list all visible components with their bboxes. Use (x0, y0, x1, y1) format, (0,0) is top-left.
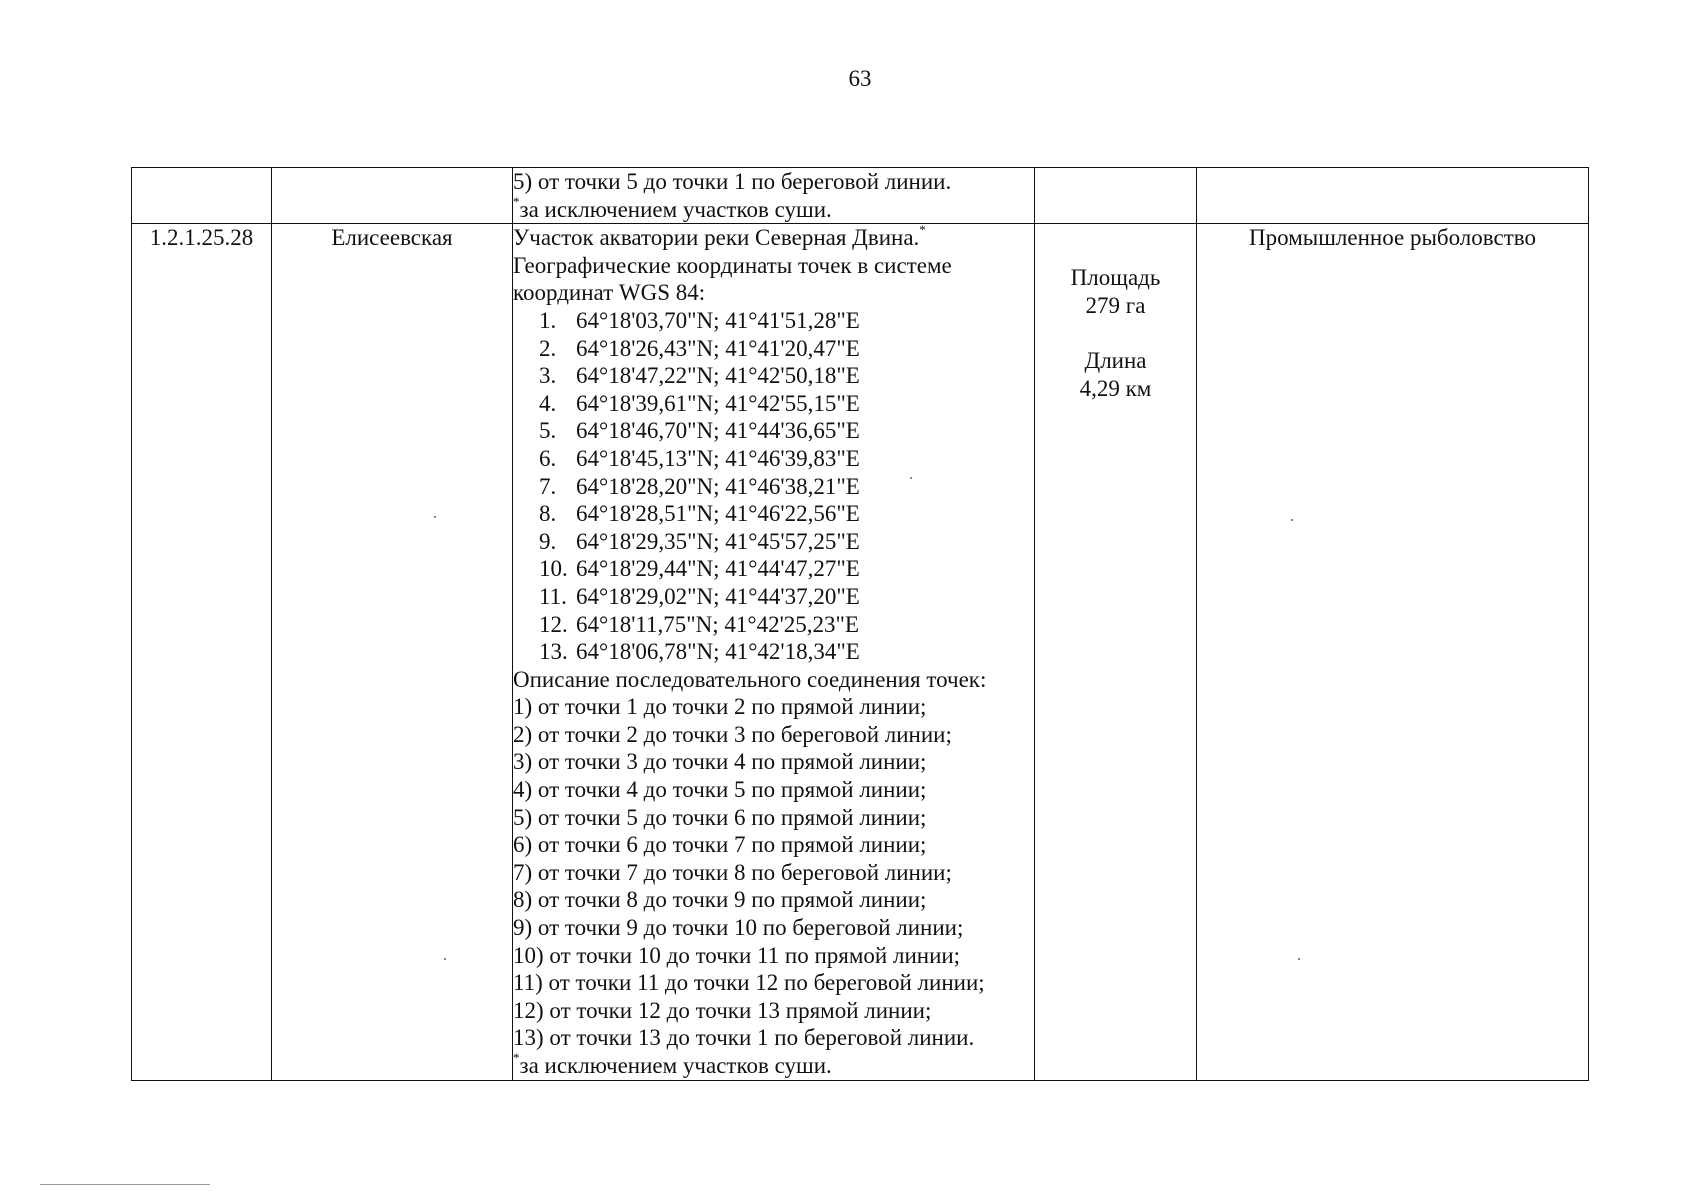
continuation-line: 5) от точки 5 до точки 1 по береговой линии. (513, 169, 952, 194)
connection-item: 1) от точки 1 до точки 2 по прямой линии; (513, 694, 927, 720)
coordinate-value: 64°18'29,35"N; 41°45'57,25"E (576, 528, 860, 554)
connection-item: 8) от точки 8 до точки 9 по прямой линии; (513, 887, 927, 913)
area-name: Елисеевская (272, 224, 513, 1080)
coordinate-list (513, 307, 1034, 666)
coordinates-intro: Географические координаты точек в системе (513, 252, 952, 278)
footnote-marker: * (513, 1050, 520, 1065)
area-footnote (513, 1052, 1034, 1080)
coordinate-item (513, 555, 1034, 583)
coordinate-item (513, 307, 1034, 335)
coordinate-index: 6. (539, 445, 557, 471)
area-row (132, 224, 1589, 1080)
area-size-cell (1035, 224, 1197, 1080)
connection-item: 4) от точки 4 до точки 5 по прямой линии; (513, 777, 927, 803)
coordinate-index: 1. (539, 307, 557, 333)
usage-cell (1197, 224, 1589, 1080)
coordinate-value: 64°18'29,02"N; 41°44'37,20"E (576, 583, 860, 609)
coordinate-item (513, 528, 1034, 556)
coordinate-index: 3. (539, 363, 557, 389)
coordinate-value: 64°18'11,75"N; 41°42'25,23"E (576, 611, 859, 637)
coordinate-value: 64°18'47,22"N; 41°42'50,18"E (576, 363, 860, 389)
connection-item: 13) от точки 13 до точки 1 по береговой линии. (513, 1025, 975, 1051)
usage-type: Промышленное рыболовство (1249, 225, 1536, 251)
coordinate-index: 7. (539, 473, 557, 499)
coordinate-item (513, 473, 1034, 501)
length-value: 4,29 км (1079, 375, 1152, 401)
coordinate-index: 8. (539, 501, 557, 527)
footnote-text: за исключением участков суши. (519, 1053, 832, 1078)
coordinate-value: 64°18'46,70"N; 41°44'36,65"E (576, 418, 860, 444)
coordinate-item (513, 445, 1034, 473)
coordinate-item (513, 583, 1034, 611)
continuation-footnote (513, 193, 1034, 224)
coordinate-value: 64°18'06,78"N; 41°42'18,34"E (576, 639, 860, 665)
continuation-usage-cell (1197, 168, 1589, 224)
coordinate-index: 4. (539, 390, 557, 416)
coordinate-item (513, 611, 1034, 639)
area-title-text: Участок акватории реки Северная Двина. (513, 225, 920, 251)
connection-item: 10) от точки 10 до точки 11 по прямой линии; (513, 942, 961, 968)
scan-speck (434, 516, 436, 518)
coordinate-index: 9. (539, 528, 557, 554)
coordinate-item (513, 500, 1034, 528)
coordinate-item (513, 417, 1034, 445)
connection-item: 12) от точки 12 до точки 13 прямой линии; (513, 997, 932, 1023)
connection-item: 5) от точки 5 до точки 6 по прямой линии; (513, 804, 927, 830)
coordinate-item (513, 638, 1034, 666)
scan-edge-line (40, 1184, 210, 1185)
connection-list (513, 693, 1034, 1052)
area-title (513, 224, 1034, 252)
coordinate-item (513, 335, 1034, 363)
connection-item: 7) от точки 7 до точки 8 по береговой линии; (513, 859, 952, 885)
fishing-areas-table (131, 167, 1589, 1081)
coordinate-item (513, 362, 1034, 390)
connections-heading: Описание последовательного соединения точек: (513, 666, 987, 692)
scan-speck (910, 477, 912, 479)
coordinate-value: 64°18'45,13"N; 41°46'39,83"E (576, 445, 860, 471)
continuation-name-cell (272, 168, 513, 224)
coordinate-value: 64°18'28,51"N; 41°46'22,56"E (576, 501, 860, 527)
scan-speck (444, 958, 446, 960)
area-label: Площадь (1070, 265, 1161, 291)
coordinate-index: 2. (539, 335, 557, 361)
continuation-number-cell (132, 168, 272, 224)
connection-item: 11) от точки 11 до точки 12 по береговой линии; (513, 970, 985, 996)
area-value: 279 га (1085, 292, 1146, 318)
footnote-marker: * (513, 193, 520, 209)
coordinate-index: 5. (539, 418, 557, 444)
coordinate-item (513, 390, 1034, 418)
length-label: Длина (1084, 347, 1147, 373)
coordinates-intro: координат WGS 84: (513, 280, 706, 306)
scan-speck (1291, 519, 1293, 521)
coordinate-value: 64°18'29,44"N; 41°44'47,27"E (576, 556, 860, 582)
coordinate-index: 11. (539, 583, 567, 609)
page-number: 63 (848, 66, 872, 91)
area-size-block (1035, 224, 1196, 402)
coordinate-index: 10. (539, 556, 568, 582)
footnote-text: за исключением участков суши. (519, 196, 832, 222)
coordinate-index: 13. (539, 639, 568, 665)
connection-item: 6) от точки 6 до точки 7 по прямой линии; (513, 832, 927, 858)
coordinate-value: 64°18'39,61"N; 41°42'55,15"E (576, 390, 860, 416)
area-number: 1.2.1.25.28 (132, 224, 272, 1080)
coordinate-value: 64°18'28,20"N; 41°46'38,21"E (576, 473, 860, 499)
connection-item: 3) от точки 3 до точки 4 по прямой линии; (513, 749, 927, 775)
continuation-description-cell (513, 168, 1035, 224)
scan-speck (1298, 958, 1300, 960)
connection-item: 2) от точки 2 до точки 3 по береговой линии; (513, 721, 952, 747)
connection-item: 9) от точки 9 до точки 10 по береговой линии; (513, 915, 964, 941)
footnote-marker: * (919, 222, 926, 238)
coordinate-value: 64°18'26,43"N; 41°41'20,47"E (576, 335, 860, 361)
coordinate-index: 12. (539, 611, 568, 637)
area-description (513, 224, 1035, 1080)
coordinate-value: 64°18'03,70"N; 41°41'51,28"E (576, 307, 860, 333)
continuation-row (132, 168, 1589, 224)
continuation-area-cell (1035, 168, 1197, 224)
